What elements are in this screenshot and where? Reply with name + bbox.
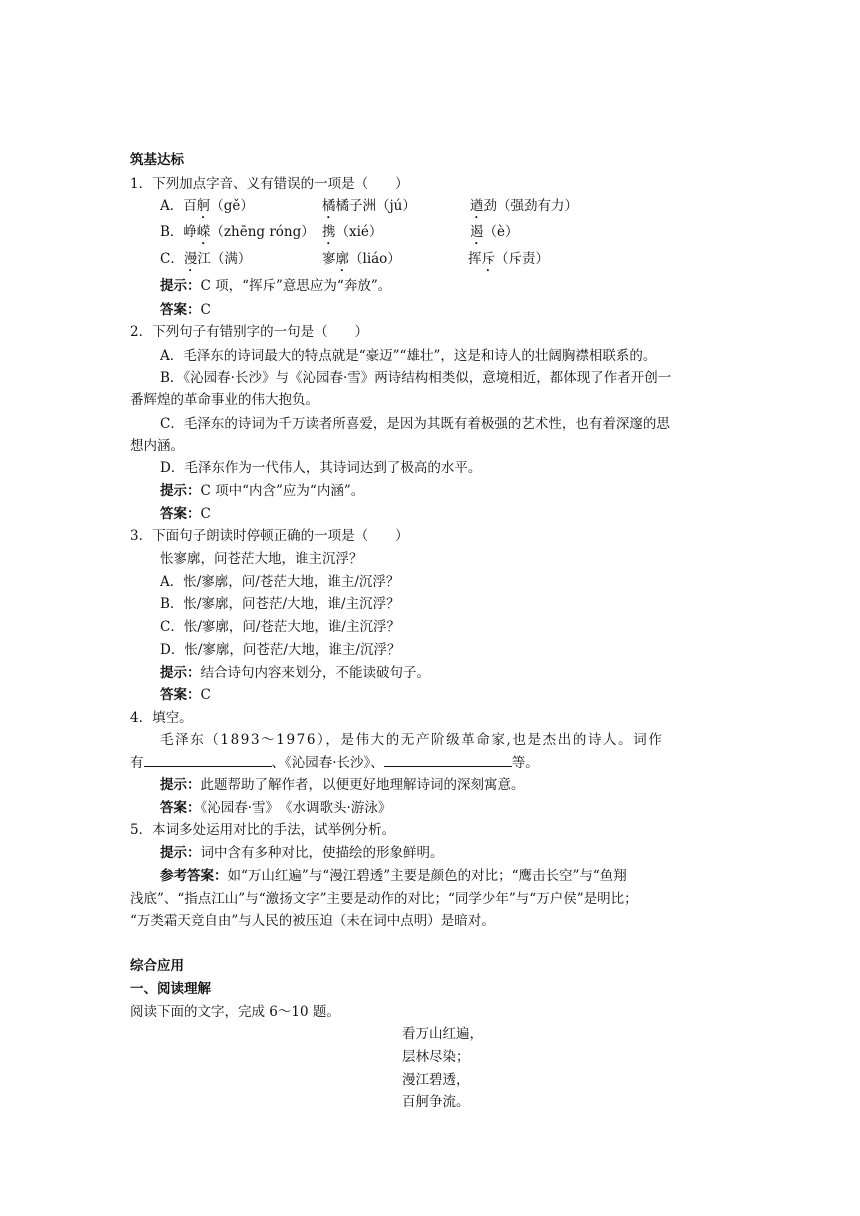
section-title-foundation: 筑基达标 — [130, 152, 184, 168]
q1-option-a-1: A．百舸（gě） — [160, 198, 254, 214]
question-2-stem: 2．下列句子有错别字的一句是（ ） — [130, 324, 369, 340]
q1-option-b-3: 遏（è） — [470, 224, 519, 240]
q4-hint: 提示：此题帮助了解作者，以便更好地理解诗词的深刻寓意。 — [160, 777, 525, 793]
poem-line-2: 层林尽染； — [402, 1049, 470, 1065]
q5-answer-line1: 参考答案：如“万山红遍”与“漫江碧透”主要是颜色的对比；“鹰击长空”与“鱼翔 — [160, 868, 627, 884]
q3-hint: 提示：结合诗句内容来划分，不能读破句子。 — [160, 665, 430, 681]
question-4-stem: 4．填空。 — [130, 710, 193, 726]
q5-hint: 提示：词中含有多种对比，使描绘的形象鲜明。 — [160, 845, 444, 861]
poem-line-4: 百舸争流。 — [402, 1094, 470, 1110]
q1-option-c-2: 寥廓（liáo） — [322, 251, 401, 267]
question-3-stem: 3．下面句子朗读时停顿正确的一项是（ ） — [130, 528, 409, 544]
poem-line-3: 漫江碧透， — [402, 1072, 470, 1088]
q1-option-c-1: C．漫江（满） — [160, 251, 252, 267]
subsection-title-reading: 一、阅读理解 — [130, 981, 211, 997]
q3-option-a: A．怅/寥廓，问/苍茫大地，谁主/沉浮？ — [160, 574, 400, 590]
q5-answer-line2: 浅底”、“指点江山”与“激扬文字”主要是动作的对比；“同学少年”与“万户侯”是明比； — [130, 891, 638, 907]
q1-option-b-2: 携（xié） — [322, 224, 383, 240]
q1-hint: 提示：C 项，“挥斥”意思应为“奔放”。 — [160, 278, 392, 294]
q3-option-b: B．怅/寥廓，问苍茫/大地，谁/主沉浮？ — [160, 596, 400, 612]
fill-blank-2[interactable] — [384, 752, 512, 767]
poem-line-1: 看万山红遍， — [402, 1026, 483, 1042]
q1-option-c-3: 挥斥（斥责） — [468, 251, 549, 267]
q2-option-c-line1: C．毛泽东的诗词为千万读者所喜爱，是因为其既有着极强的艺术性，也有着深邃的思 — [160, 416, 670, 432]
q3-sentence: 怅寥廓，问苍茫大地，谁主沉浮？ — [160, 551, 363, 567]
q3-option-c: C．怅/寥廓，问/苍茫大地，谁/主沉浮？ — [160, 619, 400, 635]
q2-option-a: A．毛泽东的诗词最大的特点就是“豪迈”“雄壮”，这是和诗人的壮阔胸襟相联系的。 — [160, 348, 657, 364]
question-5-stem: 5．本词多处运用对比的手法，试举例分析。 — [130, 822, 396, 838]
q2-option-d: D．毛泽东作为一代伟人，其诗词达到了极高的水平。 — [160, 460, 482, 476]
reading-instructions: 阅读下面的文字，完成 6～10 题。 — [130, 1004, 340, 1020]
q1-option-a-2: 橘橘子洲（jú） — [322, 198, 416, 214]
fill-blank-1[interactable] — [144, 752, 272, 767]
section-title-application: 综合应用 — [130, 958, 184, 974]
q4-answer: 答案：《沁园春·雪》 《水调歌头·游泳》 — [160, 800, 392, 816]
q1-option-b-1: B．峥嵘（zhēng róng） — [160, 224, 315, 240]
q1-option-a-3: 遒劲（强劲有力） — [470, 198, 578, 214]
q2-answer: 答案：C — [160, 506, 211, 522]
q4-text-line2: 有 、《沁园春·长沙》、 等。 — [130, 752, 539, 773]
question-1-stem: 1．下列加点字音、义有错误的一项是（ ） — [130, 176, 409, 192]
q2-hint: 提示：C 项中“内含”应为“内涵”。 — [160, 483, 365, 499]
q2-option-c-line2: 想内涵。 — [130, 438, 184, 454]
q5-answer-line3: “万类霜天竞自由”与人民的被压迫（未在词中点明）是暗对。 — [130, 913, 495, 929]
q3-option-d: D．怅/寥廓，问苍茫/大地，谁主/沉浮？ — [160, 642, 401, 658]
q2-option-b-line2: 番辉煌的革命事业的伟大抱负。 — [130, 392, 319, 408]
q4-text-line1: 毛泽东（1893～1976），是伟大的无产阶级革命家,也是杰出的诗人。词作 — [160, 732, 664, 748]
q1-answer: 答案：C — [160, 302, 211, 318]
q2-option-b-line1: B．《沁园春·长沙》与《沁园春·雪》两诗结构相类似，意境相近，都体现了作者开创一 — [160, 370, 672, 386]
q3-answer: 答案：C — [160, 687, 211, 703]
